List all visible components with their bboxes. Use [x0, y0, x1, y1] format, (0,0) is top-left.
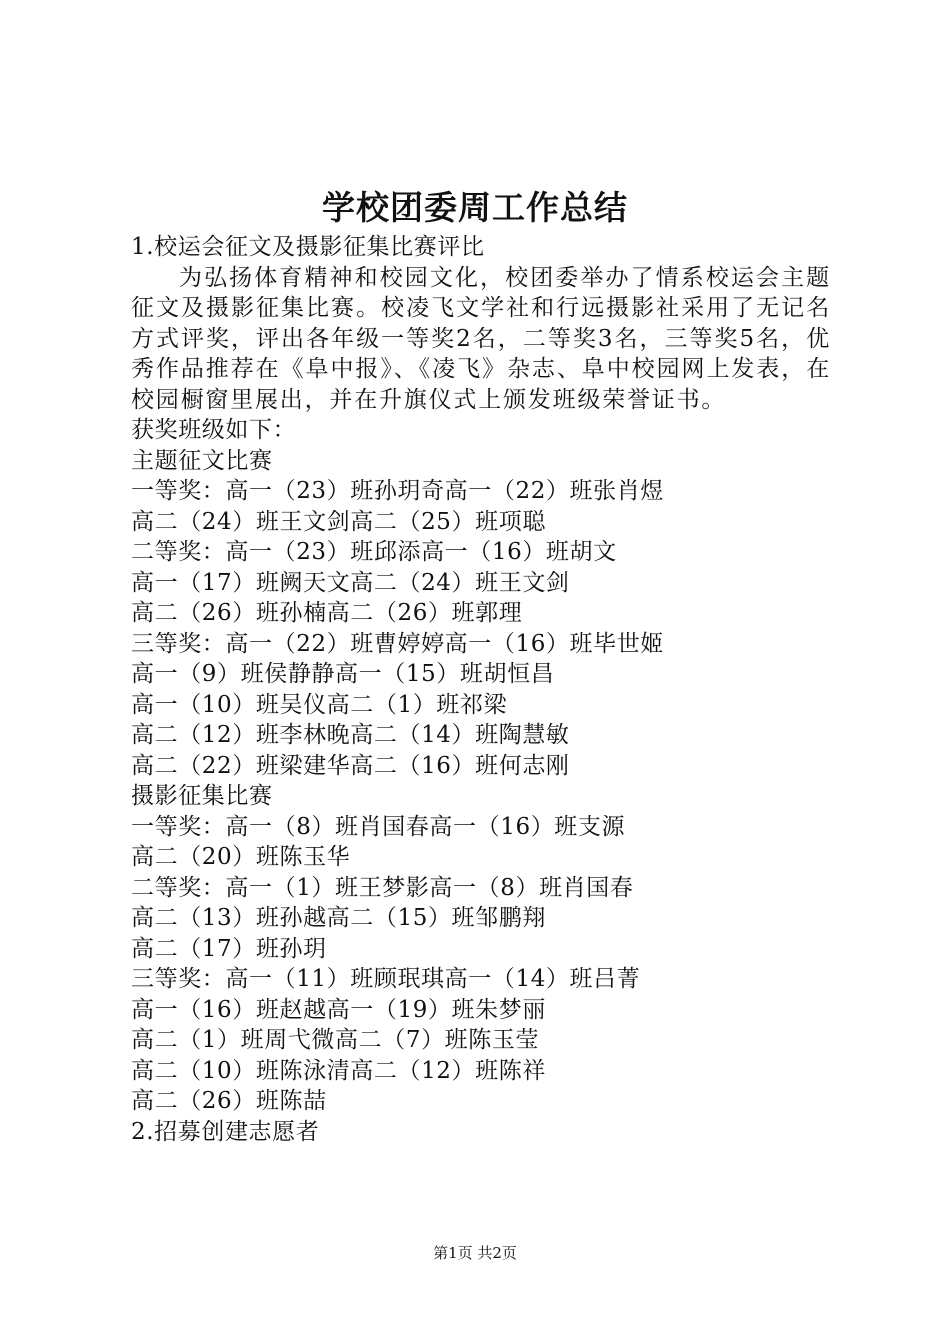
- award-line: 高二（26）班孙楠高二（26）班郭理: [131, 600, 523, 626]
- photo-contest-heading: 摄影征集比赛: [131, 783, 273, 809]
- award-line: 三等奖：高一（11）班顾珉琪高一（14）班吕菁: [131, 966, 641, 992]
- section-heading: 2.招募创建志愿者: [131, 1118, 320, 1145]
- award-line: 三等奖：高一（22）班曹婷婷高一（16）班毕世姬: [131, 630, 664, 657]
- award-line: 高二（12）班李林晚高二（14）班陶慧敏: [131, 722, 570, 748]
- award-line: 高二（17）班孙玥: [131, 935, 327, 962]
- award-line: 高二（10）班陈泳清高二（12）班陈祥: [131, 1057, 546, 1084]
- award-line: 高二（13）班孙越高二（15）班邹鹏翔: [131, 905, 546, 931]
- document-body: [131, 232, 831, 1147]
- page-indicator: 第1页 共2页: [433, 1244, 517, 1262]
- essay-contest-heading: 主题征文比赛: [131, 447, 273, 474]
- award-line: 高二（24）班王文剑高二（25）班项聪: [131, 508, 546, 535]
- award-line: 高一（10）班吴仪高二（1）班祁梁: [131, 691, 508, 718]
- award-line: 高二（22）班梁建华高二（16）班何志刚: [131, 752, 570, 779]
- section-heading: 1.校运会征文及摄影征集比赛评比: [131, 234, 485, 260]
- award-line: 二等奖：高一（23）班邱添高一（16）班胡文: [131, 539, 617, 565]
- award-line: 二等奖：高一（1）班王梦影高一（8）班肖国春: [131, 874, 634, 901]
- award-line: 一等奖：高一（8）班肖国春高一（16）班支源: [131, 813, 626, 840]
- award-line: 高一（17）班阙天文高二（24）班王文剑: [131, 569, 570, 596]
- award-line: 高一（16）班赵越高一（19）班朱梦丽: [131, 996, 546, 1023]
- award-line: 高二（1）班周弋微高二（7）班陈玉莹: [131, 1027, 540, 1053]
- award-line: 高二（20）班陈玉华: [131, 844, 351, 870]
- award-line: 一等奖：高一（23）班孙玥奇高一（22）班张肖煜: [131, 478, 664, 504]
- paragraph: 为弘扬体育精神和校园文化，校团委举办了情系校运会主题征文及摄影征集比赛。校凌飞文学社和行远摄影社采用了无记名方式评奖，评出各年级一等奖2名，二等奖3名，三等奖5名，优秀作品推荐在《阜中报》、《凌飞》杂志、阜中校园网上发表，在校园橱窗里展出，并在升旗仪式上颁发班级荣誉证书。: [131, 264, 831, 413]
- winners-intro: 获奖班级如下：: [131, 417, 297, 443]
- award-line: 高一（9）班侯静静高一（15）班胡恒昌: [131, 661, 555, 687]
- award-line: 高二（26）班陈喆: [131, 1088, 327, 1114]
- document-title: 学校团委周工作总结: [322, 188, 628, 227]
